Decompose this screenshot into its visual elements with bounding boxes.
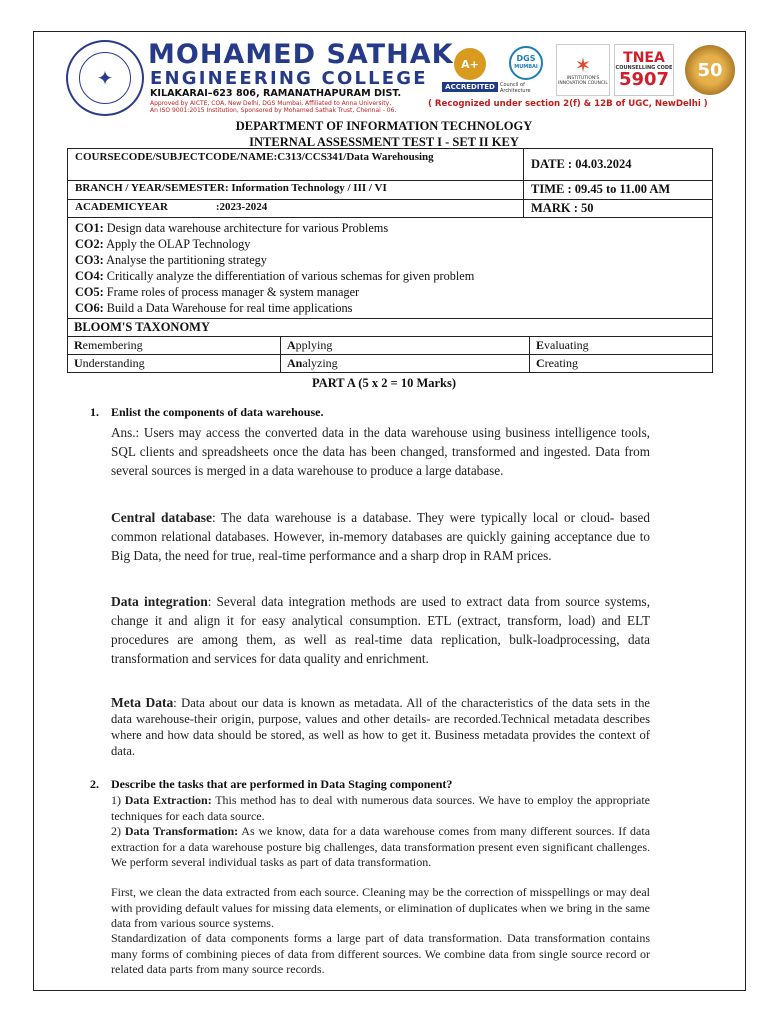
iic-badge: ✶ INSTITUTION'S INNOVATION COUNCIL <box>556 44 610 96</box>
answer-2-transformation: 2) Data Transformation: As we know, data for a data warehouse comes from many different sources. If data extraction for a data warehouse posture big challenges, data transformation present even significant challenges. We perform several individual tasks as part of data transformation. <box>111 824 651 869</box>
course-outcome: CO2: Apply the OLAP Technology <box>75 237 251 251</box>
answer-1-central-database: Central database: The data warehouse is a database. They were typically local or cloud- based common relational databases. However, in-memory databases are quickly gaining acceptance due to Big Data, the need for true, real-time performance and a sharp drop in RAM prices. <box>111 510 651 563</box>
course-outcome: CO3: Analyse the partitioning strategy <box>75 253 267 267</box>
ugc-recognition: ( Recognized under section 2(f) & 12B of UGC, NewDelhi ) <box>428 99 708 109</box>
course-outcome: CO1: Design data warehouse architecture for various Problems <box>75 221 389 235</box>
bloom-level: Applying <box>281 337 530 355</box>
college-seal-logo: ✦ <box>66 40 144 116</box>
answer-2-standardization: Standardization of data components forms a large part of data transformation. Data transformation contains many forms of combining pieces of data from different sources. We combine data from single source record or related data parts from many source records. <box>111 931 650 976</box>
mark-cell: MARK : 50 <box>524 200 713 218</box>
college-address: KILAKARAI–623 806, RAMANATHAPURAM DIST. <box>150 88 402 99</box>
college-banner <box>66 40 740 116</box>
course-outcomes <box>68 218 713 319</box>
academic-year-cell: ACADEMICYEAR :2023-2024 <box>68 200 524 218</box>
bloom-level: Analyzing <box>281 355 530 373</box>
course-outcome: CO4: Critically analyze the differentiation of various schemas for given problem <box>75 269 475 283</box>
accreditation-badges <box>444 44 740 96</box>
answer-2-extraction: 1) Data Extraction: This method has to deal with numerous data sources. We have to employ the appropriate techniques for each data source. <box>111 793 650 823</box>
answer-1-data-integration: Data integration: Several data integration methods are used to extract data from source systems, change it and align it for easy analytical consumption. ETL (extract, transform, load) and ELT procedures are among them, as well as real-time data replication, bulk-loadprocessing, data transformation and services for data quality and enrichment. <box>111 594 650 666</box>
bloom-level: Remembering <box>68 337 281 355</box>
time-cell: TIME : 09.45 to 11.00 AM <box>524 181 713 200</box>
part-a-heading: PART A (5 x 2 = 10 Marks) <box>311 376 457 390</box>
answer-2-cleaning: First, we clean the data extracted from each source. Cleaning may be the correction of misspellings or may deal with providing default values for missing data elements, or elimination of duplicates when we bring in the same data from various source systems. <box>111 885 650 930</box>
bloom-heading: BLOOM'S TAXONOMY <box>68 319 713 337</box>
document-title: DEPARTMENT OF INFORMATION TECHNOLOGY INTERNAL ASSESSMENT TEST I - SET II KEY <box>235 119 533 149</box>
dgs-badge: DGS MUMBAI Council of Architecture <box>500 44 552 96</box>
answer-1-intro: Ans.: Users may access the converted data in the data warehouse using business intelligence tools, SQL clients and spreadsheets once the data has been changed, transformed and ingested. Data from several sources is merged in a data warehouse to produce a large database. <box>111 425 650 478</box>
answer-1-meta-data: Meta Data: Data about our data is known as metadata. All of the characteristics of the data sets in the data warehouse-their origin, purpose, values and other details- are recorded.Technical metadata describes where and how data should be stored, as well as how to get it. Business metadata provides the context of data. <box>111 695 650 758</box>
naac-badge: A+ ACCREDITED <box>444 44 496 96</box>
exam-info-table <box>67 148 713 319</box>
college-approval: Approved by AICTE, COA, New Delhi, DGS Mumbai, Affiliated to Anna University, An ISO 9001:2015 Institution, Sponsored by Mohamed Sathak Trust, Chennai - 06. <box>150 100 397 114</box>
branch-cell: BRANCH / YEAR/SEMESTER: Information Technology / III / VI <box>68 181 524 200</box>
tnea-badge: TNEA COUNSELLING CODE 5907 <box>614 44 674 96</box>
bloom-level: Evaluating <box>530 337 713 355</box>
anniversary-badge: 50 <box>682 44 738 96</box>
bloom-level: Creating <box>530 355 713 373</box>
course-outcome: CO6: Build a Data Warehouse for real time applications <box>75 301 353 315</box>
course-outcome: CO5: Frame roles of process manager & system manager <box>75 285 360 299</box>
bloom-taxonomy-table <box>67 318 713 373</box>
college-name: MOHAMED SATHAK <box>148 39 454 70</box>
bloom-level: Understanding <box>68 355 281 373</box>
question-2: 2. Describe the tasks that are performed in Data Staging component? <box>90 777 453 791</box>
question-1: 1. Enlist the components of data warehouse. <box>90 405 324 419</box>
date-cell: DATE : 04.03.2024 <box>524 149 713 181</box>
college-subtitle: ENGINEERING COLLEGE <box>150 68 428 89</box>
course-cell: COURSECODE/SUBJECTCODE/NAME:C313/CCS341/Data Warehousing <box>68 149 524 181</box>
iic-icon: ✶ <box>574 53 592 77</box>
